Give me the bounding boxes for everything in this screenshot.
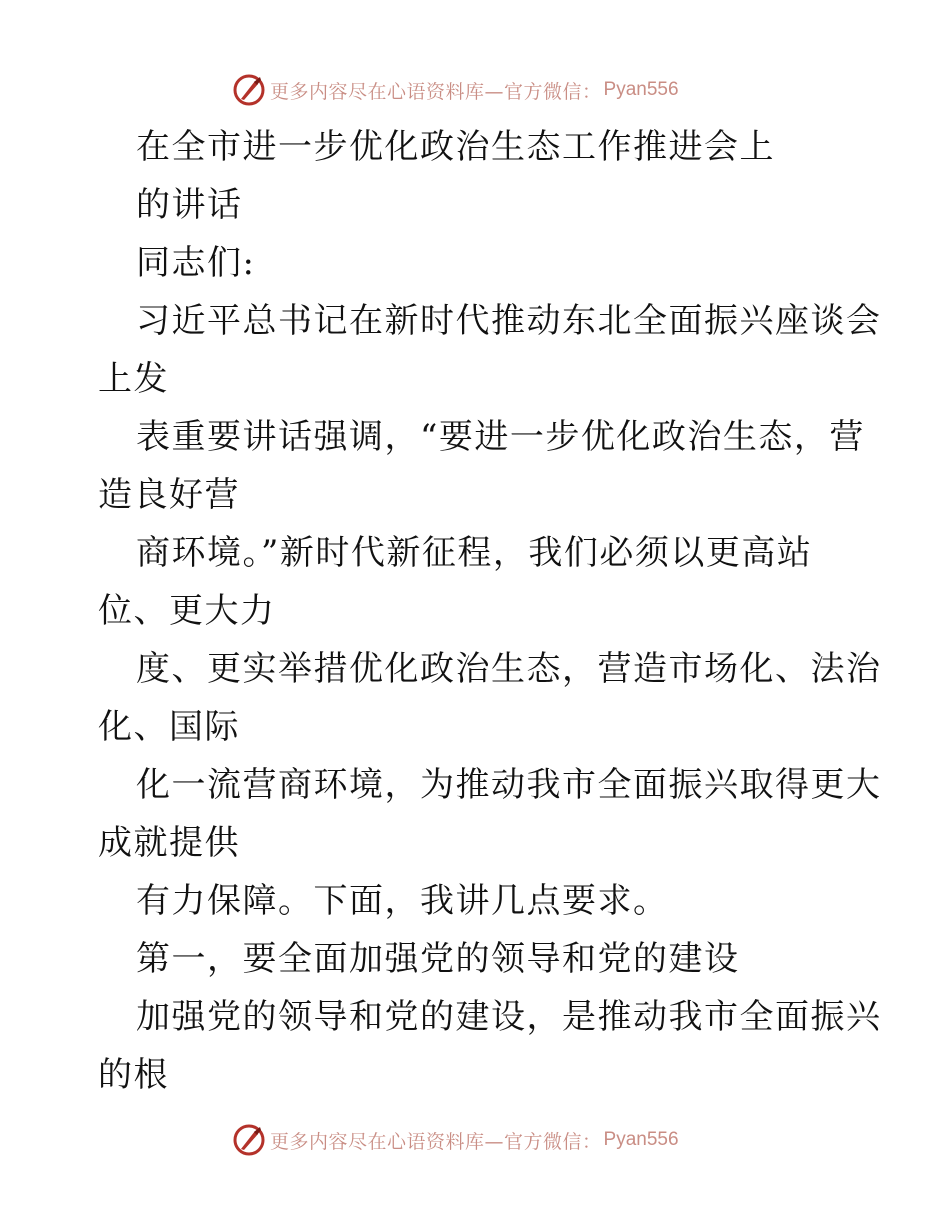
banner-wechat-id: Pyan556 xyxy=(603,79,679,100)
text-line: 第一，要全面加强党的领导和党的建设 xyxy=(136,939,740,979)
text-line: 造良好营 xyxy=(98,475,240,515)
quill-logo-icon xyxy=(232,1123,266,1157)
banner-wechat-id: Pyan556 xyxy=(603,1129,679,1150)
text-line: 加强党的领导和党的建设，是推动我市全面振兴 xyxy=(136,997,882,1037)
text-line: 有力保障。下面，我讲几点要求。 xyxy=(136,881,669,921)
banner-text: 更多内容尽在心语资料库—官方微信： xyxy=(270,80,602,103)
text-line: 习近平总书记在新时代推动东北全面振兴座谈会 xyxy=(136,301,882,341)
text-line: 位、更大力 xyxy=(98,591,276,631)
footer-watermark-banner xyxy=(232,1122,679,1158)
text-line: 上发 xyxy=(98,359,169,399)
text-line: 化一流营商环境，为推动我市全面振兴取得更大 xyxy=(136,765,882,805)
text-line: 同志们: xyxy=(136,243,256,283)
text-line: 表重要讲话强调，“要进一步优化政治生态，营 xyxy=(136,417,865,457)
text-line: 在全市进一步优化政治生态工作推进会上 xyxy=(136,127,775,167)
text-line: 成就提供 xyxy=(98,823,240,863)
quill-logo-icon xyxy=(232,73,266,107)
banner-text: 更多内容尽在心语资料库—官方微信： xyxy=(270,1130,602,1153)
text-line: 的讲话 xyxy=(136,185,243,225)
text-line: 度、更实举措优化政治生态，营造市场化、法治 xyxy=(136,649,882,689)
text-line: 的根 xyxy=(98,1055,169,1095)
header-watermark-banner xyxy=(232,72,679,108)
text-line: 商环境。”新时代新征程，我们必须以更高站 xyxy=(136,533,813,573)
document-body xyxy=(98,118,882,1104)
text-line: 化、国际 xyxy=(98,707,240,747)
